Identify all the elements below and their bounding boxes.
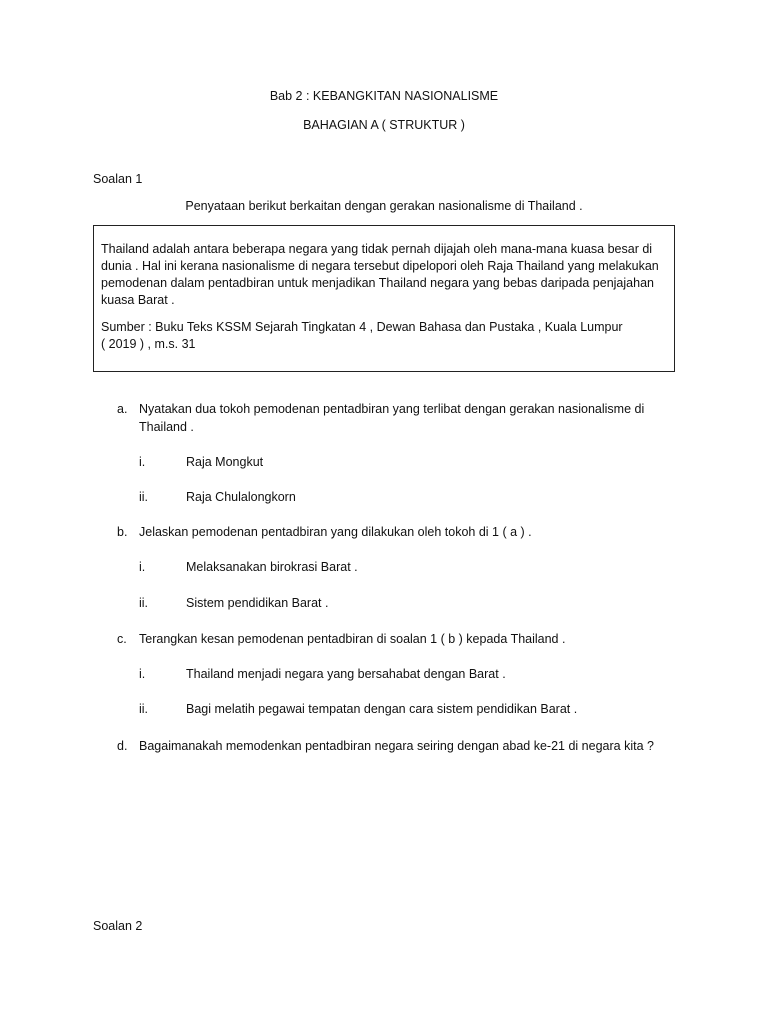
source-citation-line-2: ( 2019 ) , m.s. 31 (101, 337, 196, 351)
part-b-question: Jelaskan pemodenan pentadbiran yang dilakukan oleh tokoh di 1 ( a ) . (139, 525, 532, 539)
part-d-letter: d. (117, 739, 128, 753)
part-a-answer-1-num: i. (139, 455, 146, 469)
source-citation-line-1: Sumber : Buku Teks KSSM Sejarah Tingkatan 4 , Dewan Bahasa dan Pustaka , Kuala Lumpur (101, 320, 623, 334)
part-c-answer-2-num: ii. (139, 702, 149, 716)
part-a-answer-1: Raja Mongkut (186, 455, 264, 469)
part-c-answer-1: Thailand menjadi negara yang bersahabat dengan Barat . (186, 667, 506, 681)
section-title: BAHAGIAN A ( STRUKTUR ) (303, 118, 465, 132)
part-b-answer-2: Sistem pendidikan Barat . (186, 596, 329, 610)
question-2-label: Soalan 2 (93, 919, 143, 933)
part-a-answer-2: Raja Chulalongkorn (186, 490, 296, 504)
part-b-answer-1-num: i. (139, 560, 146, 574)
part-b-answer-2-num: ii. (139, 596, 149, 610)
source-box (93, 225, 675, 372)
part-c-answer-2: Bagi melatih pegawai tempatan dengan cara sistem pendidikan Barat . (186, 702, 578, 716)
source-passage: Thailand adalah antara beberapa negara yang tidak pernah dijajah oleh mana-mana kuasa besar di dunia . Hal ini kerana nasionalisme di negara tersebut dipelopori oleh Raja Thailand yang melakukan pemodenan dalam pentadbiran untuk menjadikan Thailand negara yang bebas daripada penjajahan kuasa Barat . (101, 242, 659, 307)
part-a-answer-2-num: ii. (139, 490, 149, 504)
part-a-letter: a. (117, 402, 128, 416)
part-c-question: Terangkan kesan pemodenan pentadbiran di soalan 1 ( b ) kepada Thailand . (139, 632, 566, 646)
part-c-answer-1-num: i. (139, 667, 146, 681)
part-a-question: Nyatakan dua tokoh pemodenan pentadbiran yang terlibat dengan gerakan nasionalisme di Thailand . (139, 402, 645, 434)
question-1-label: Soalan 1 (93, 172, 143, 186)
question-1-intro: Penyataan berikut berkaitan dengan gerakan nasionalisme di Thailand . (185, 199, 583, 213)
part-b-answer-1: Melaksanakan birokrasi Barat . (186, 560, 358, 574)
part-c-letter: c. (117, 632, 127, 646)
part-b-letter: b. (117, 525, 128, 539)
chapter-title: Bab 2 : KEBANGKITAN NASIONALISME (269, 89, 499, 103)
part-d-question: Bagaimanakah memodenkan pentadbiran negara seiring dengan abad ke-21 di negara kita ? (139, 739, 654, 753)
